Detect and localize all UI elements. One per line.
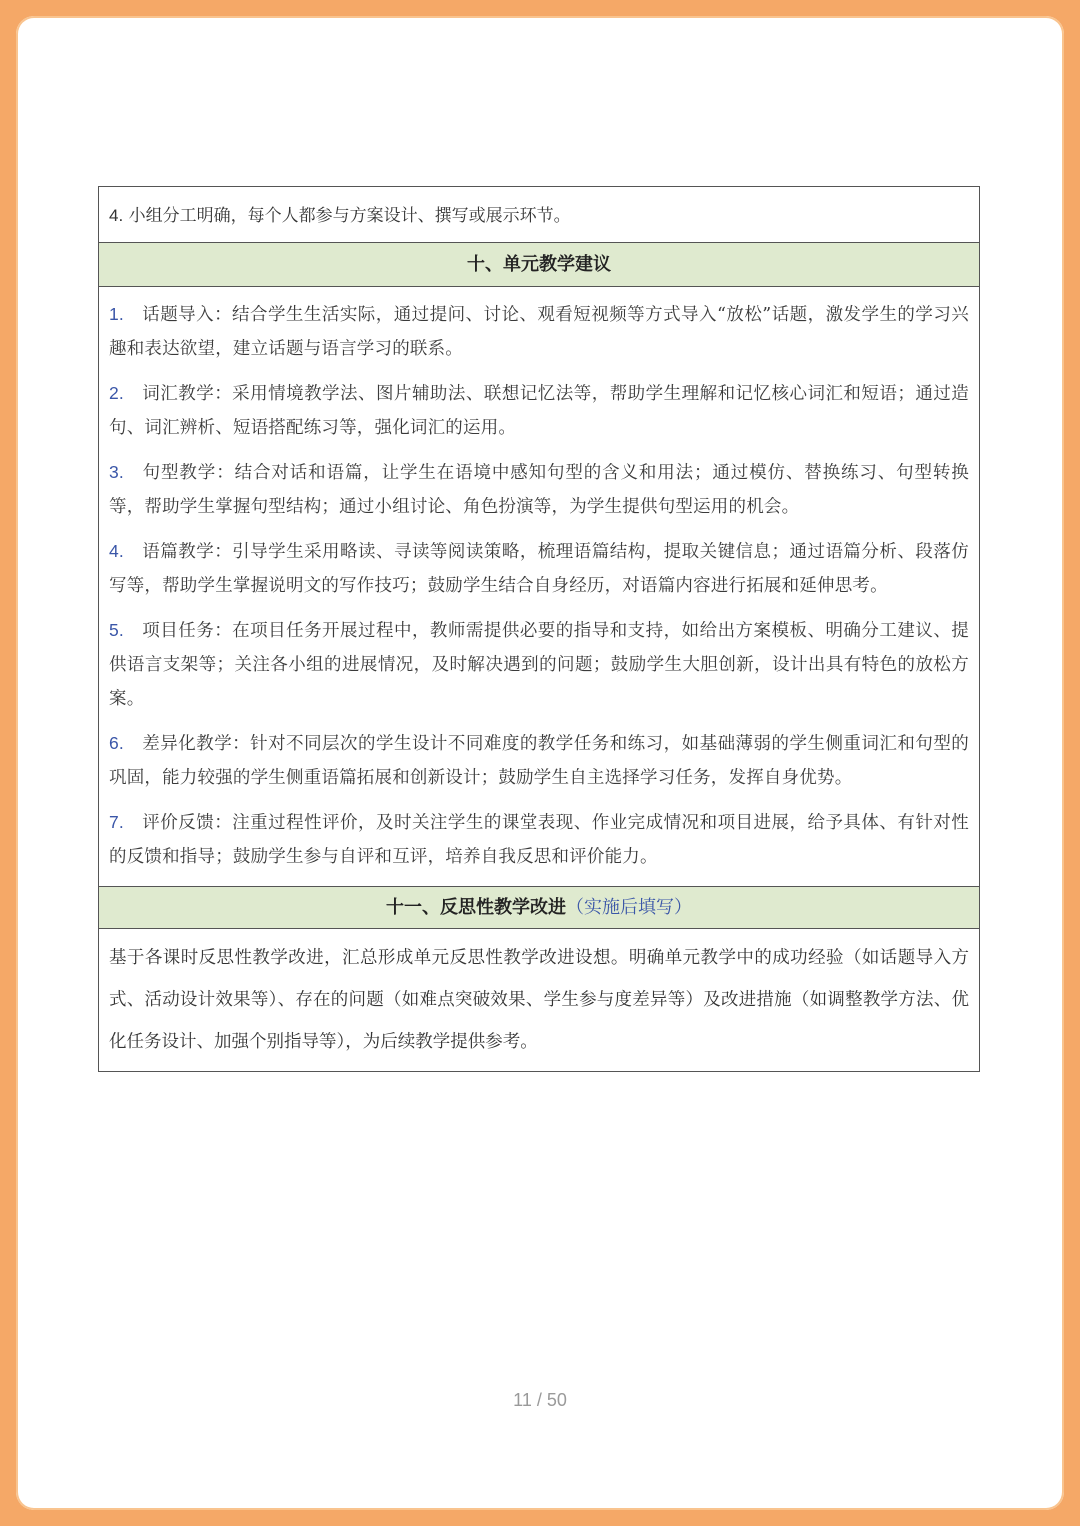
- document-page: [16, 16, 1064, 1510]
- section-title: 十一、反思性教学改进: [386, 897, 566, 918]
- list-item: [109, 613, 969, 716]
- list-item: [109, 805, 969, 874]
- item-text: 话题导入：结合学生生活实际，通过提问、讨论、观看短视频等方式导入“放松”话题，激发学生的学习兴趣和表达欲望，建立话题与语言学习的联系。: [109, 305, 969, 359]
- item-text: 差异化教学：针对不同层次的学生设计不同难度的教学任务和练习，如基础薄弱的学生侧重词汇和句型的巩固，能力较强的学生侧重语篇拓展和创新设计；鼓励学生自主选择学习任务，发挥自身优势。: [109, 734, 969, 788]
- paragraph-text: 基于各课时反思性教学改进，汇总形成单元反思性教学改进设想。明确单元教学中的成功经验（如话题导入方式、活动设计效果等）、存在的问题（如难点突破效果、学生参与度差异等）及改进措施（如调整教学方法、优化任务设计、加强个别指导等），为后续教学提供参考。: [109, 948, 969, 1052]
- item-number: 3.: [109, 462, 124, 482]
- page-indicator: 11 / 50: [513, 1390, 567, 1410]
- item-text: 句型教学：结合对话和语篇，让学生在语境中感知句型的含义和用法；通过模仿、替换练习、句型转换等，帮助学生掌握句型结构；通过小组讨论、角色扮演等，为学生提供句型运用的机会。: [109, 463, 969, 517]
- item-number: 1.: [109, 304, 124, 324]
- item-text: 词汇教学：采用情境教学法、图片辅助法、联想记忆法等，帮助学生理解和记忆核心词汇和短语；通过造句、词汇辨析、短语搭配练习等，强化词汇的运用。: [109, 384, 969, 438]
- reflection-text: [99, 929, 979, 1071]
- list-item: [109, 726, 969, 795]
- item-text: 评价反馈：注重过程性评价，及时关注学生的课堂表现、作业完成情况和项目进展，给予具体、有针对性的反馈和指导；鼓励学生参与自评和互评，培养自我反思和评价能力。: [109, 813, 969, 867]
- item-text: 小组分工明确，每个人都参与方案设计、撰写或展示环节。: [128, 206, 571, 226]
- section-heading-reflective-improvement: [99, 887, 979, 929]
- list-item: [109, 297, 969, 366]
- item-number: 4.: [109, 206, 124, 225]
- section-title-note: （实施后填写）: [566, 897, 692, 918]
- item-number: 7.: [109, 812, 124, 832]
- list-item: [109, 376, 969, 445]
- item-number: 4.: [109, 541, 124, 561]
- item-number: 6.: [109, 733, 124, 753]
- item-number: 5.: [109, 620, 124, 640]
- section-title: 十、单元教学建议: [467, 254, 611, 275]
- section-heading-teaching-suggestions: [99, 243, 979, 287]
- table-row: [99, 187, 979, 243]
- item-text: 项目任务：在项目任务开展过程中，教师需提供必要的指导和支持，如给出方案模板、明确分工建议、提供语言支架等；关注各小组的进展情况，及时解决遇到的问题；鼓励学生大胆创新，设计出具有特色的放松方案。: [109, 621, 969, 709]
- item-text: 语篇教学：引导学生采用略读、寻读等阅读策略，梳理语篇结构，提取关键信息；通过语篇分析、段落仿写等，帮助学生掌握说明文的写作技巧；鼓励学生结合自身经历，对语篇内容进行拓展和延伸思考。: [109, 542, 969, 596]
- lesson-plan-table: [98, 186, 980, 1072]
- list-item: [109, 534, 969, 603]
- list-item: [109, 455, 969, 524]
- suggestions-list: [99, 287, 979, 887]
- item-number: 2.: [109, 383, 124, 403]
